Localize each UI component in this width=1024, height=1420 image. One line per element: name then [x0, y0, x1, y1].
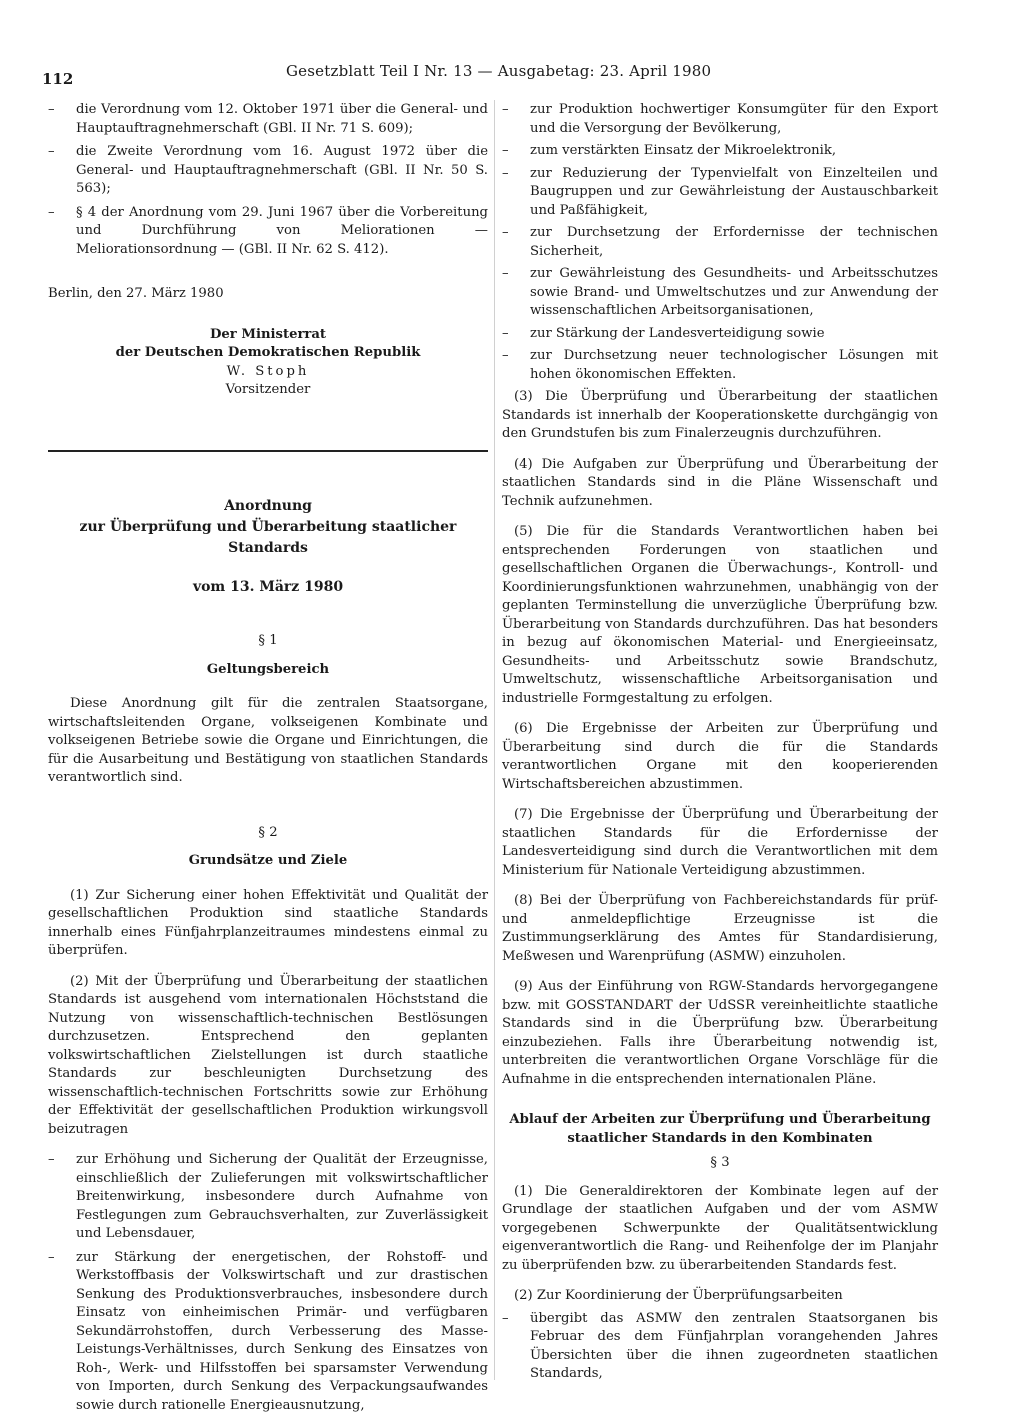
section-2-paragraph-6: (6) Die Ergebnisse der Arbeiten zur Überprüfung und Überarbeitung sind durch die für die Standards verantwortlichen Organe mit den kooperierenden Wirtschaftsbereichen abzustimmen.	[502, 721, 938, 792]
dash-bullet: –	[502, 165, 509, 181]
list-item: – zur Erhöhung und Sicherung der Qualität der Erzeugnisse, einschließlich der Zulieferungen mit volkswirtschaftlicher Breitenwirkung, insbesondere durch Aufnahme von Festlegungen zum Gebrauchsverhalten, zur Zuverlässigkeit und Lebensdauer,	[48, 1152, 488, 1241]
dash-bullet: –	[502, 1310, 509, 1326]
list-item: – zur Durchsetzung neuer technologischer Lösungen mit hohen ökonomischen Effekten.	[502, 348, 938, 382]
ordinance-title-line2: zur Überprüfung und Überarbeitung staatlicher Standards	[79, 518, 457, 556]
section-2-paragraph-8: (8) Bei der Überprüfung von Fachbereichstandards für prüf- und anmeldepflichtige Erzeugnisse ist die Zustimmungserklärung des Amtes für Standardisierung, Meßwesen und Warenprüfung (ASMW) einzuholen.	[502, 893, 938, 964]
list-item: – zur Gewährleistung des Gesundheits- und Arbeitsschutzes sowie Brand- und Umweltschutzes und zur Anwendung der wissenschaftlichen Arbeitsorganisationen,	[502, 266, 938, 318]
section-3-number: § 3	[710, 1155, 730, 1170]
page-number: 112	[42, 70, 74, 88]
subheading-line2: staatlicher Standards in den Kombinaten	[567, 1130, 873, 1146]
dash-bullet: –	[48, 144, 55, 159]
subheading-line1: Ablauf der Arbeiten zur Überprüfung und Überarbeitung	[509, 1112, 931, 1127]
dash-bullet: –	[502, 325, 509, 341]
dash-bullet: –	[502, 266, 509, 281]
section-2-paragraph-2: (2) Mit der Überprüfung und Überarbeitung der staatlichen Standards ist ausgehend vom internationalen Höchststand die Nutzung von wissenschaftlich-technischen Bestlösungen durchzusetzen. Entsprechend den geplanten volkswirtschaftlichen Zielstellungen ist durch staatliche Standards zur beschleunigten Durchsetzung des wissenschaftlich-technischen Fortschritts sowie zur Erhöhung der Effektivität der gesellschaftlichen Produktion wirkungsvoll beizutragen	[48, 973, 488, 1137]
dash-bullet: –	[48, 102, 55, 117]
running-header: Gesetzblatt Teil I Nr. 13 — Ausgabetag: 23. April 1980	[286, 62, 712, 80]
list-item: – die Verordnung vom 12. Oktober 1971 über die General- und Hauptauftragnehmerschaft (GBl. II Nr. 71 S. 609);	[48, 102, 488, 136]
dash-bullet: –	[48, 1249, 55, 1265]
list-item: – § 4 der Anordnung vom 29. Juni 1967 über die Vorbereitung und Durchführung von Meliorationen — Meliorationsordnung — (GBl. II Nr. 62 S. 412).	[48, 204, 488, 257]
section-3-list	[502, 1310, 938, 1384]
right-column	[502, 101, 938, 1388]
dash-bullet: –	[502, 348, 509, 363]
list-item: – zur Durchsetzung der Erfordernisse der technischen Sicherheit,	[502, 225, 938, 259]
signature-body-line1: Der Ministerrat	[209, 326, 326, 342]
section-2-paragraph-7: (7) Die Ergebnisse der Überprüfung und Überarbeitung der staatlichen Standards für die Erfordernisse der Landesverteidigung sind durch die Verantwortlichen mit dem Ministerium für Nationale Verteidigung abzustimmen.	[502, 807, 938, 878]
repeal-list	[48, 101, 488, 259]
dash-bullet: –	[502, 143, 509, 158]
list-item: – die Zweite Verordnung vom 16. August 1972 über die General- und Hauptauftragnehmerschaft (GBl. II Nr. 50 S. 563);	[48, 144, 488, 196]
section-2-paragraph-9: (9) Aus der Einführung von RGW-Standards hervorgegangene bzw. mit GOSSTANDART der UdSSR vereinheitlichte staatliche Standards sind in die Überprüfung bzw. Überarbeitung einzubeziehen. Falls ihre Überarbeitung notwendig ist, unterbreiten die verantwortlichen Organe Vorschläge für die Aufnahme in die entsprechenden internationalen Pläne.	[502, 979, 938, 1087]
left-column	[48, 101, 488, 1420]
column-divider	[494, 100, 495, 1380]
dash-bullet: –	[502, 225, 509, 240]
dash-bullet: –	[48, 204, 55, 220]
list-item: – zur Stärkung der energetischen, der Rohstoff- und Werkstoffbasis der Volkswirtschaft und zur drastischen Senkung des Produktionsverbrauches, insbesondere durch Einsatz von einheimischen Primär- und verfügbaren Sekundärrohstoffen, durch Verbesserung des Masse-Leistungs-Verhältnisses, durch Senkung des Einsatzes von Roh-, Werk- und Hilfsstoffen bei sparsamster Verwendung von Importen, durch Senkung des Verpackungsaufwandes sowie durch rationelle Energieausnutzung,	[48, 1249, 488, 1413]
section-2-paragraph-5: (5) Die für die Standards Verantwortlichen haben bei entsprechenden Forderungen von staatlichen und gesellschaftlichen Organen die Überwachungs-, Kontroll- und Koordinierungsfunktionen wahrzunehmen, unabhängig von der geplanten Terminstellung die unverzügliche Überprüfung bzw. Überarbeitung von Standards durchzuführen. Das hat besonders in bezug auf ökonomischen Material- und Energieeinsatz, Gesundheits- und Arbeitsschutz sowie Brandschutz, Umweltschutz, wissenschaftliche Arbeitsorganisation und industrielle Formgestaltung zu erfolgen.	[502, 524, 938, 706]
section-1-heading: Geltungsbereich	[206, 661, 330, 677]
signature-role: Vorsitzender	[225, 382, 311, 397]
list-item: – zur Reduzierung der Typenvielfalt von Einzelteilen und Baugruppen und zur Gewährleistung der Austauschbarkeit und Paßfähigkeit,	[502, 165, 938, 218]
section-2-goal-list	[48, 1151, 488, 1415]
place-date: Berlin, den 27. März 1980	[48, 286, 224, 301]
section-1-text: Diese Anordnung gilt für die zentralen Staatsorgane, wirtschaftsleitenden Organe, volkseigenen Kombinate und volkseigenen Betriebe sowie die Organe und Einrichtungen, die für die Ausarbeitung und Bestätigung von staatlichen Standards verantwortlich sind.	[48, 696, 488, 785]
section-3-paragraph-1: (1) Die Generaldirektoren der Kombinate legen auf der Grundlage der staatlichen Aufgaben und der vom ASMW vorgegebenen Schwerpunkte der Qualitätsentwicklung eigenverantwortlich die Rang- und Reihenfolge der im Planjahr zu überprüfenden bzw. zu überarbeitenden Standards fest.	[502, 1183, 938, 1273]
list-item: – zur Stärkung der Landesverteidigung sowie	[502, 325, 938, 344]
signature-block	[48, 326, 488, 400]
section-2-number: § 2	[258, 824, 278, 840]
list-item: – übergibt das ASMW den zentralen Staatsorganen bis Februar des dem Fünfjahrplan vorangehenden Jahres Übersichten über die ihnen zugeordneten staatlichen Standards,	[502, 1310, 938, 1381]
list-item: – zum verstärkten Einsatz der Mikroelektronik,	[502, 142, 938, 161]
signature-body-line2: der Deutschen Demokratischen Republik	[115, 345, 421, 360]
section-1-number: § 1	[258, 633, 278, 648]
section-2-paragraph-3: (3) Die Überprüfung und Überarbeitung der staatlichen Standards ist innerhalb der Kooperationskette durchgängig von den Grundstufen bis zum Finalerzeugnis durchzuführen.	[502, 389, 938, 441]
ordinance-title-line1: Anordnung	[224, 497, 312, 514]
ordinance-date: vom 13. März 1980	[192, 578, 344, 595]
dash-bullet: –	[48, 1152, 55, 1167]
section-2-paragraph-1: (1) Zur Sicherung einer hohen Effektivität und Qualität der gesellschaftlichen Produktion sind staatliche Standards innerhalb eines Fünfjahrplanzeitraumes mindestens einmal zu überprüfen.	[48, 887, 488, 958]
section-separator-rule	[48, 450, 488, 452]
goal-list-continued	[502, 101, 938, 384]
section-3-paragraph-2: (2) Zur Koordinierung der Überprüfungsarbeiten	[514, 1288, 843, 1303]
section-2-heading: Grundsätze und Ziele	[188, 853, 348, 868]
dash-bullet: –	[502, 102, 509, 117]
list-item: – zur Produktion hochwertiger Konsumgüter für den Export und die Versorgung der Bevölkerung,	[502, 102, 938, 136]
section-2-paragraph-4: (4) Die Aufgaben zur Überprüfung und Überarbeitung der staatlichen Standards sind in die Pläne Wissenschaft und Technik aufzunehmen.	[502, 456, 938, 509]
signature-name: W. Stoph	[226, 363, 310, 379]
